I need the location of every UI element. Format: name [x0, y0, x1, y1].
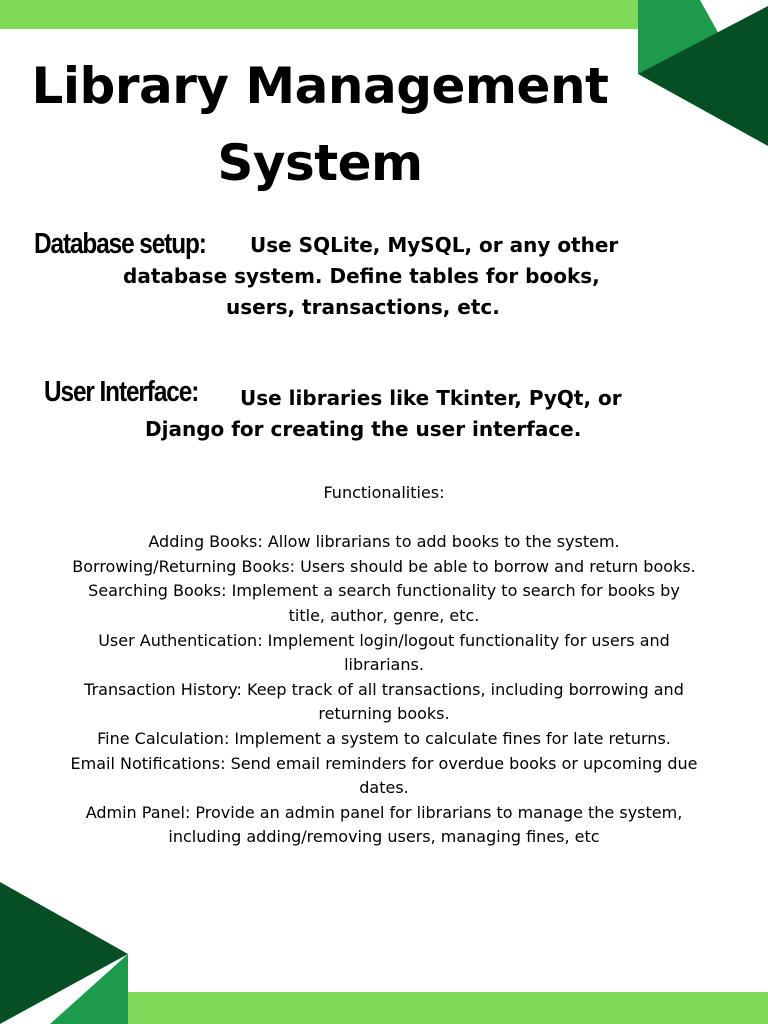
- user-interface-label: User Interface:: [44, 376, 199, 408]
- bottom-green-bar: [128, 992, 768, 1024]
- functionality-line: librarians.: [344, 655, 424, 675]
- database-setup-text-line-2: database system. Define tables for books,: [123, 264, 600, 288]
- functionality-line: dates.: [359, 778, 409, 798]
- database-setup-text-line-3: users, transactions, etc.: [226, 295, 500, 319]
- user-interface-text-line-2: Django for creating the user interface.: [145, 417, 582, 441]
- functionality-line: Borrowing/Returning Books: Users should be able to borrow and return books.: [72, 556, 696, 576]
- page-title: [10, 48, 630, 202]
- functionality-line: Adding Books: Allow librarians to add books to the system.: [148, 532, 620, 552]
- bottom-left-corner-decoration: [0, 882, 128, 1024]
- functionality-line: title, author, genre, etc.: [288, 605, 480, 625]
- title-line-2: System: [217, 134, 423, 192]
- functionality-line: including adding/removing users, managing fines, etc: [168, 827, 600, 847]
- functionality-line: Searching Books: Implement a search functionality to search for books by: [88, 581, 680, 601]
- functionality-line: Email Notifications: Send email reminders for overdue books or upcoming due: [70, 753, 698, 773]
- top-right-corner-decoration: [638, 0, 768, 146]
- functionality-line: User Authentication: Implement login/logout functionality for users and: [98, 630, 670, 650]
- functionality-line: Fine Calculation: Implement a system to calculate fines for late returns.: [97, 728, 671, 748]
- functionality-line: Admin Panel: Provide an admin panel for librarians to manage the system,: [85, 802, 683, 822]
- functionality-line: Transaction History: Keep track of all transactions, including borrowing and: [84, 679, 684, 699]
- functionality-line: returning books.: [318, 704, 450, 724]
- user-interface-text-line-1: Use libraries like Tkinter, PyQt, or: [240, 386, 622, 410]
- title-line-1: Library Management: [31, 57, 609, 115]
- database-setup-text-line-1: Use SQLite, MySQL, or any other: [250, 233, 619, 257]
- top-green-bar: [0, 0, 640, 29]
- functionalities-section: [20, 481, 748, 850]
- database-setup-label: Database setup:: [34, 228, 206, 260]
- functionalities-heading: Functionalities:: [323, 483, 445, 502]
